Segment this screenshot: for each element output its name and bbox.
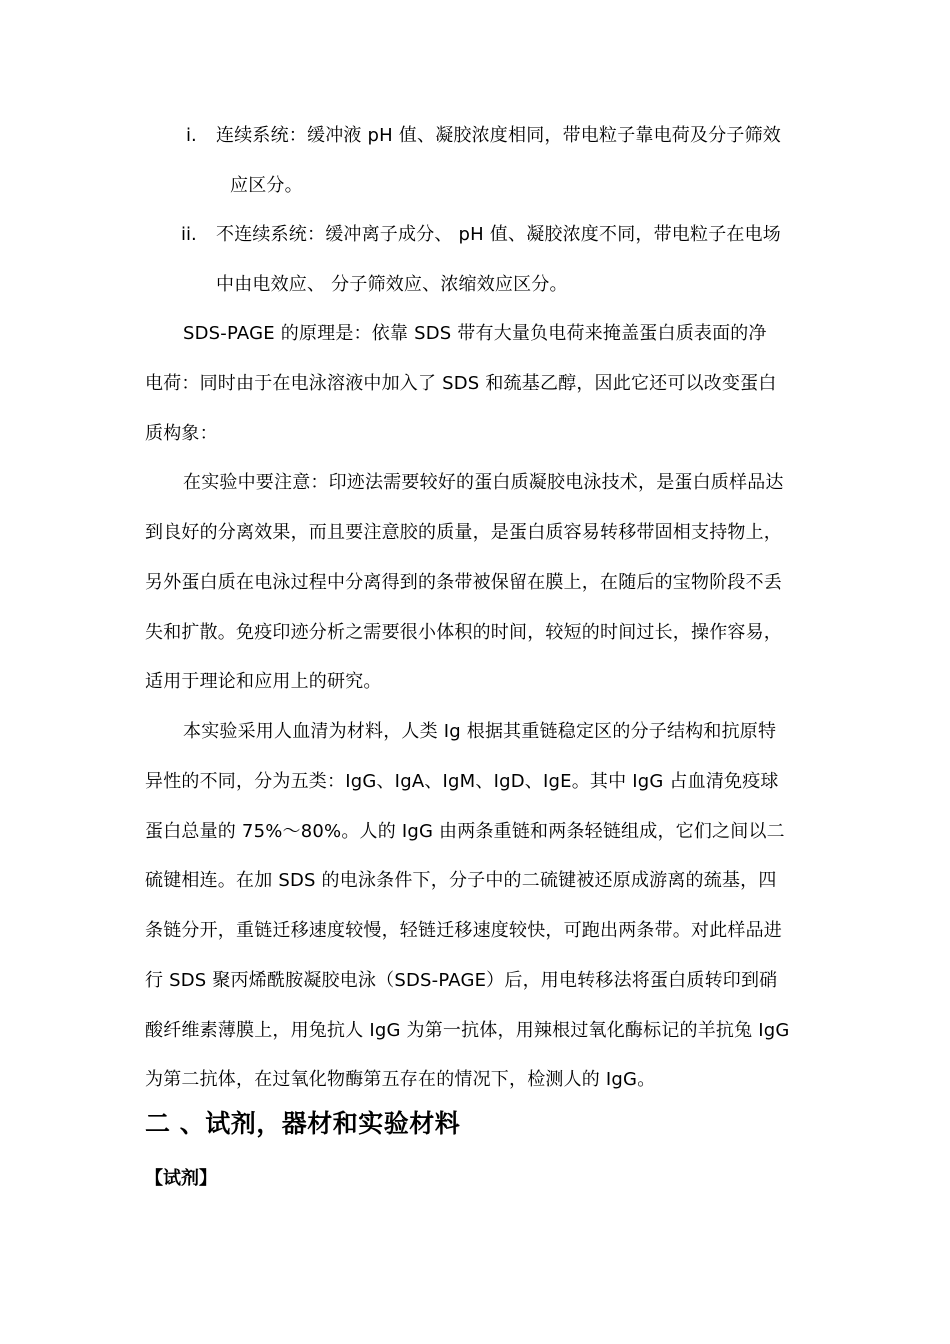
paragraph-2-line-2: 到良好的分离效果，而且要注意胶的质量，是蛋白质容易转移带固相支持物上， xyxy=(145,522,782,543)
sub-heading-reagents: 【试剂】 xyxy=(145,1168,217,1189)
paragraph-2-line-3: 另外蛋白质在电泳过程中分离得到的条带被保留在膜上，在随后的宝物阶段不丢 xyxy=(145,572,782,593)
paragraph-3-line-4: 硫键相连。在加 SDS 的电泳条件下，分子中的二硫键被还原成游离的巯基，四 xyxy=(145,870,777,891)
paragraph-3-line-6: 行 SDS 聚丙烯酰胺凝胶电泳（SDS-PAGE）后，用电转移法将蛋白质转印到硝 xyxy=(145,970,778,991)
section-heading: 二 、试剂，器材和实验材料 xyxy=(145,1109,461,1138)
paragraph-1-line-2: 电荷：同时由于在电泳溶液中加入了 SDS 和巯基乙醇，因此它还可以改变蛋白 xyxy=(145,373,777,394)
paragraph-3-line-8: 为第二抗体，在过氧化物酶第五存在的情况下，检测人的 IgG。 xyxy=(145,1069,656,1090)
paragraph-3-line-3: 蛋白总量的 75%～80%。人的 IgG 由两条重链和两条轻链组成，它们之间以二 xyxy=(145,821,785,842)
paragraph-3-line-2: 异性的不同，分为五类：IgG、IgA、IgM、IgD、IgE。其中 IgG 占血清免疫球 xyxy=(145,771,779,792)
list-item-2-line-2: 中由电效应、 分子筛效应、浓缩效应区分。 xyxy=(216,274,568,295)
list-marker-2: ii. xyxy=(181,224,197,245)
list-item-2-line-1: 不连续系统：缓冲离子成分、 pH 值、凝胶浓度不同，带电粒子在电场 xyxy=(216,224,782,245)
paragraph-1-line-3: 质构象： xyxy=(145,423,218,444)
list-item-1-line-2: 应区分。 xyxy=(230,175,303,196)
paragraph-2-line-5: 适用于理论和应用上的研究。 xyxy=(145,671,382,692)
paragraph-3-line-1: 本实验采用人血清为材料，人类 Ig 根据其重链稳定区的分子结构和抗原特 xyxy=(183,721,777,742)
paragraph-2-line-4: 失和扩散。免疫印迹分析之需要很小体积的时间，较短的时间过长，操作容易， xyxy=(145,622,782,643)
list-marker-1: i. xyxy=(186,125,197,146)
paragraph-3-line-5: 条链分开，重链迁移速度较慢，轻链迁移速度较快，可跑出两条带。对此样品进 xyxy=(145,920,782,941)
paragraph-1-line-1: SDS-PAGE 的原理是：依靠 SDS 带有大量负电荷来掩盖蛋白质表面的净 xyxy=(183,323,767,344)
paragraph-2-line-1: 在实验中要注意：印迹法需要较好的蛋白质凝胶电泳技术，是蛋白质样品达 xyxy=(183,472,784,493)
list-item-1-line-1: 连续系统：缓冲液 pH 值、凝胶浓度相同，带电粒子靠电荷及分子筛效 xyxy=(216,125,782,146)
paragraph-3-line-7: 酸纤维素薄膜上，用兔抗人 IgG 为第一抗体，用辣根过氧化酶标记的羊抗兔 IgG xyxy=(145,1020,790,1041)
